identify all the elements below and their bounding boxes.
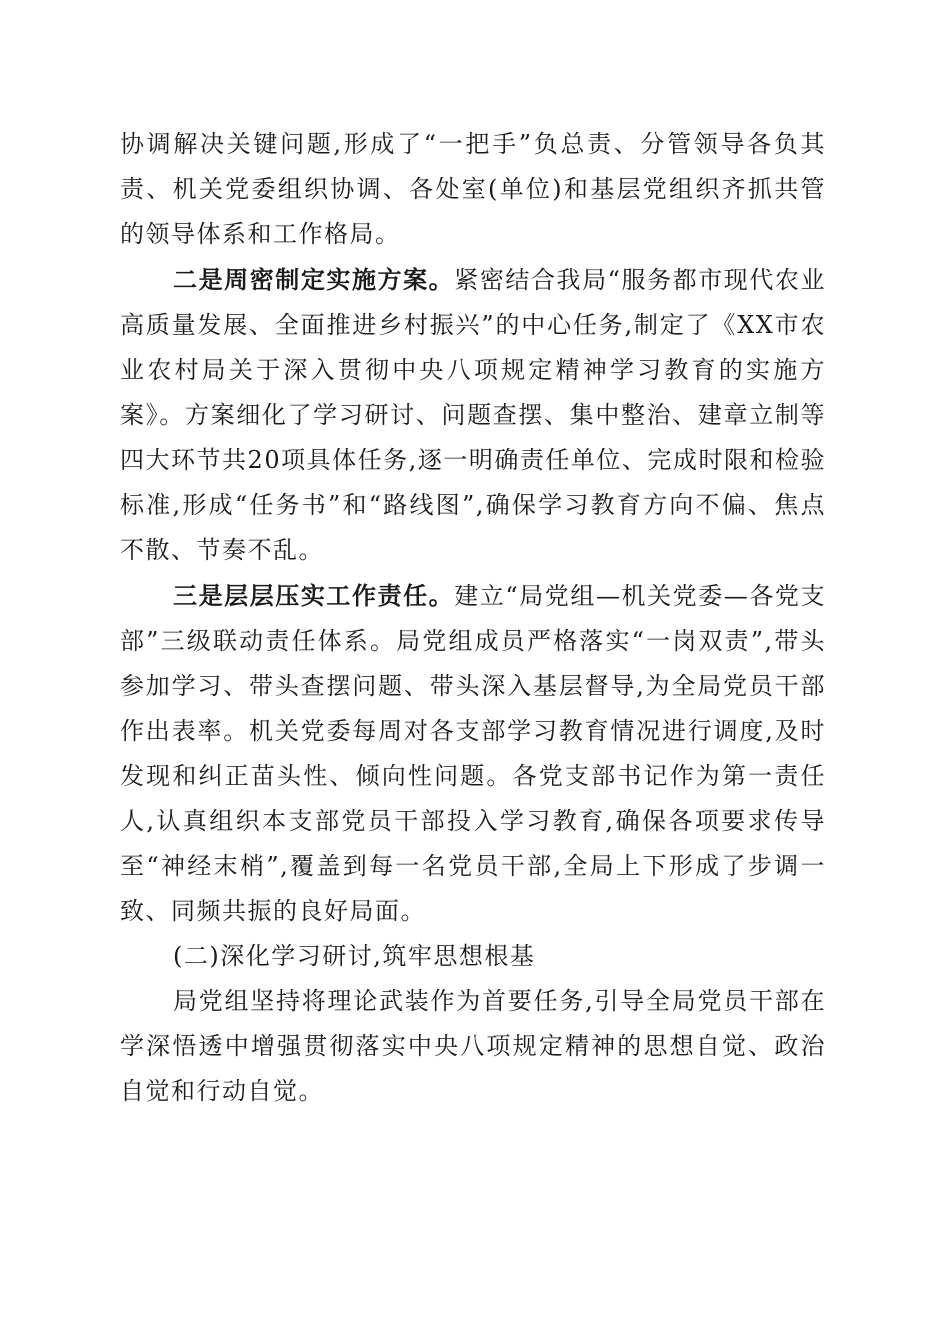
paragraph-continuation [120,122,826,257]
section-heading [120,934,826,979]
paragraph-responsibility [120,573,826,934]
paragraph-text: 协调解决关键问题,形成了“一把手”负总责、分管领导各负其责、机关党委组织协调、各处室(单位)和基层党组织齐抓共管的领导体系和工作格局。 [120,130,826,248]
paragraph-lead: 三是层层压实工作责任。 [173,581,455,610]
section-heading-text: (二)深化学习研讨,筑牢思想根基 [173,942,536,970]
paragraph-text: 紧密结合我局“服务都市现代农业高质量发展、全面推进乡村振兴”的中心任务,制定了《XX市农业农村局关于深入贯彻中央八项规定精神学习教育的实施方案》。方案细化了学习研讨、问题查摆、集中整治、建章立制等四大环节共20项具体任务,逐一明确责任单位、完成时限和检验标准,形成“任务书”和“路线图”,确保学习教育方向不偏、焦点不散、节奏不乱。 [120,266,826,564]
paragraph-text: 建立“局党组—机关党委—各党支部”三级联动责任体系。局党组成员严格落实“一岗双责”,带头参加学习、带头查摆问题、带头深入基层督导,为全局党员干部作出表率。机关党委每周对各支部学习教育情况进行调度,及时发现和纠正苗头性、倾向性问题。各党支部书记作为第一责任人,认真组织本支部党员干部投入学习教育,确保各项要求传导至“神经末梢”,覆盖到每一名党员干部,全局上下形成了步调一致、同频共振的良好局面。 [120,582,826,925]
paragraph-lead: 二是周密制定实施方案。 [173,265,455,294]
paragraph-theory [120,979,826,1114]
paragraph-text: 局党组坚持将理论武装作为首要任务,引导全局党员干部在学深悟透中增强贯彻落实中央八项规定精神的思想自觉、政治自觉和行动自觉。 [120,987,826,1105]
paragraph-implementation-plan [120,257,826,573]
document-body [120,122,826,1114]
